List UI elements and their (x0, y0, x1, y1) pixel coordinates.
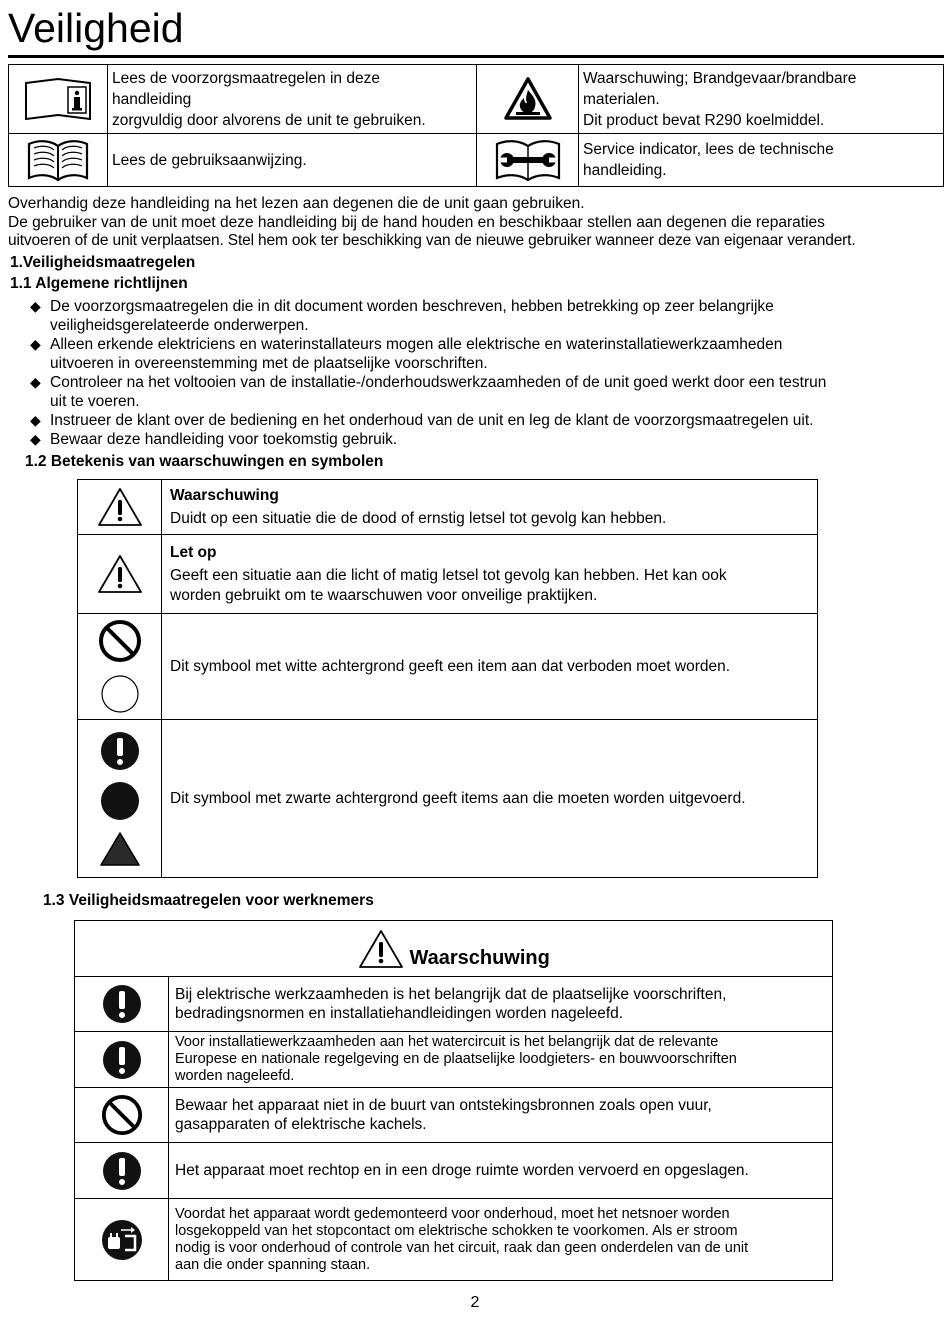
read-precautions-text: Lees de voorzorgsmaatregelen in deze handleiding zorgvuldig door alvorens de unit te gebruiken. (108, 65, 477, 134)
mandatory-exclamation-icon (100, 731, 140, 771)
title-rule (8, 55, 944, 58)
mandatory-exclamation-icon (102, 984, 142, 1024)
diamond-bullet-icon: ◆ (30, 298, 41, 314)
table-row: Bewaar het apparaat niet in de buurt van ontstekingsbronnen zoals open vuur, gasapparaten of elektrische kachels. (169, 1088, 833, 1143)
white-background-meaning: Dit symbool met witte achtergrond geeft een item aan dat verboden moet worden. (162, 614, 818, 720)
prohibition-icon (101, 1094, 143, 1136)
list-item: ◆ Instrueer de klant over de bediening en het onderhoud van de unit en leg de klant de voorzorgsmaatregelen uit. (30, 412, 814, 429)
list-item: ◆ Bewaar deze handleiding voor toekomstig gebruik. (30, 431, 398, 448)
diamond-bullet-icon: ◆ (30, 336, 41, 352)
diamond-bullet-icon: ◆ (30, 412, 41, 428)
mandatory-exclamation-icon (102, 1151, 142, 1191)
prohibition-icon (98, 619, 142, 663)
worker-precautions-table (74, 920, 833, 1281)
page-title: Veiligheid (8, 5, 184, 51)
read-manual-text: Lees de gebruiksaanwijzing. (108, 134, 477, 187)
warning-meaning: Waarschuwing Duidt op een situatie die de dood of ernstig letsel tot gevolg kan hebben. (162, 480, 818, 535)
black-background-meaning: Dit symbool met zwarte achtergrond geeft items aan die moeten worden uitgevoerd. (162, 720, 818, 878)
fire-warning-text: Waarschuwing; Brandgevaar/brandbare materialen. Dit product bevat R290 koelmiddel. (579, 65, 944, 134)
section12-heading: 1.2 Betekenis van waarschuwingen en symbolen (25, 453, 384, 470)
diamond-bullet-icon: ◆ (30, 374, 41, 390)
symbols-table (77, 479, 818, 878)
list-item: ◆ Alleen erkende elektriciens en waterinstallateurs mogen alle elektrische en waterinstallatiewerkzaamheden uitvoeren in overeenstemming met de plaatselijke voorschriften. (30, 336, 783, 372)
black-circle-icon (100, 781, 140, 821)
mandatory-exclamation-icon (102, 1040, 142, 1080)
info-manual-icon (22, 75, 94, 123)
warning-symbol-cell (78, 480, 162, 535)
caution-symbol-cell (78, 535, 162, 614)
black-triangle-icon (99, 831, 141, 867)
flammable-icon-cell (477, 65, 579, 134)
section13-heading: 1.3 Veiligheidsmaatregelen voor werknemers (43, 892, 374, 909)
warning-triangle-icon (96, 486, 144, 528)
open-book-icon (26, 138, 90, 182)
table-row: Het apparaat moet rechtop en in een droge ruimte worden vervoerd en opgeslagen. (169, 1143, 833, 1199)
table-row: Bij elektrische werkzaamheden is het belangrijk dat de plaatselijke voorschriften, bedradingsnormen en installatiehandleidingen worden nageleefd. (169, 977, 833, 1032)
white-circle-icon (99, 673, 141, 715)
row-icon-cell (75, 1143, 169, 1199)
info-manual-icon-cell (9, 65, 108, 134)
row-icon-cell (75, 1032, 169, 1088)
intro-paragraph: Overhandig deze handleiding na het lezen aan degenen die de unit gaan gebruiken. De gebruiker van de unit moet deze handleiding bij de hand houden en beschikbaar stellen aan degenen die reparaties uitvoeren of de unit verplaatsen. Stel hem ook ter beschikking van de nieuwe gebruiker wanneer deze van eigenaar verandert. (8, 195, 856, 249)
warning-banner (75, 921, 833, 977)
unplug-power-icon (101, 1219, 143, 1261)
caution-triangle-icon (96, 553, 144, 595)
guidelines-list (30, 297, 935, 449)
service-wrench-book-icon (493, 138, 563, 182)
section11-heading: 1.1 Algemene richtlijnen (10, 275, 188, 292)
page-number: 2 (470, 1294, 480, 1311)
table-row: Voordat het apparaat wordt gedemonteerd voor onderhoud, moet het netsnoer worden losgekoppeld van het stopcontact om elektrische schokken te voorkomen. Als er stroom nodig is voor onderhoud of controle van het circuit, raak dan geen onderdelen van de unit aan die onder spanning staan. (169, 1199, 833, 1281)
row-icon-cell (75, 1199, 169, 1281)
diamond-bullet-icon: ◆ (30, 431, 41, 447)
mandatory-symbol-cell (78, 720, 162, 878)
icon-legend-table (8, 64, 944, 187)
section1-heading: 1.Veiligheidsmaatregelen (10, 254, 196, 271)
warning-triangle-icon (357, 928, 405, 970)
list-item: ◆ De voorzorgsmaatregelen die in dit document worden beschreven, hebben betrekking op zeer belangrijke veiligheidsgerelateerde onderwerpen. (30, 298, 774, 334)
caution-meaning: Let op Geeft een situatie aan die licht of matig letsel tot gevolg kan hebben. Het kan ook worden gebruikt om te waarschuwen voor onveilige praktijken. (162, 535, 818, 614)
service-icon-cell (477, 134, 579, 187)
service-indicator-text: Service indicator, lees de technische handleiding. (579, 134, 944, 187)
flammable-warning-icon (503, 76, 553, 122)
table-row: Voor installatiewerkzaamheden aan het watercircuit is het belangrijk dat de relevante Europese en nationale regelgeving en de plaatselijke loodgieters- en bouwvoorschriften worden nageleefd. (169, 1032, 833, 1088)
row-icon-cell (75, 977, 169, 1032)
prohibition-symbol-cell (78, 614, 162, 720)
row-icon-cell (75, 1088, 169, 1143)
open-book-icon-cell (9, 134, 108, 187)
list-item: ◆ Controleer na het voltooien van de installatie-/onderhoudswerkzaamheden of de unit goed werkt door een testrun uit te voeren. (30, 374, 827, 410)
warning-banner-label: Waarschuwing (409, 946, 550, 969)
